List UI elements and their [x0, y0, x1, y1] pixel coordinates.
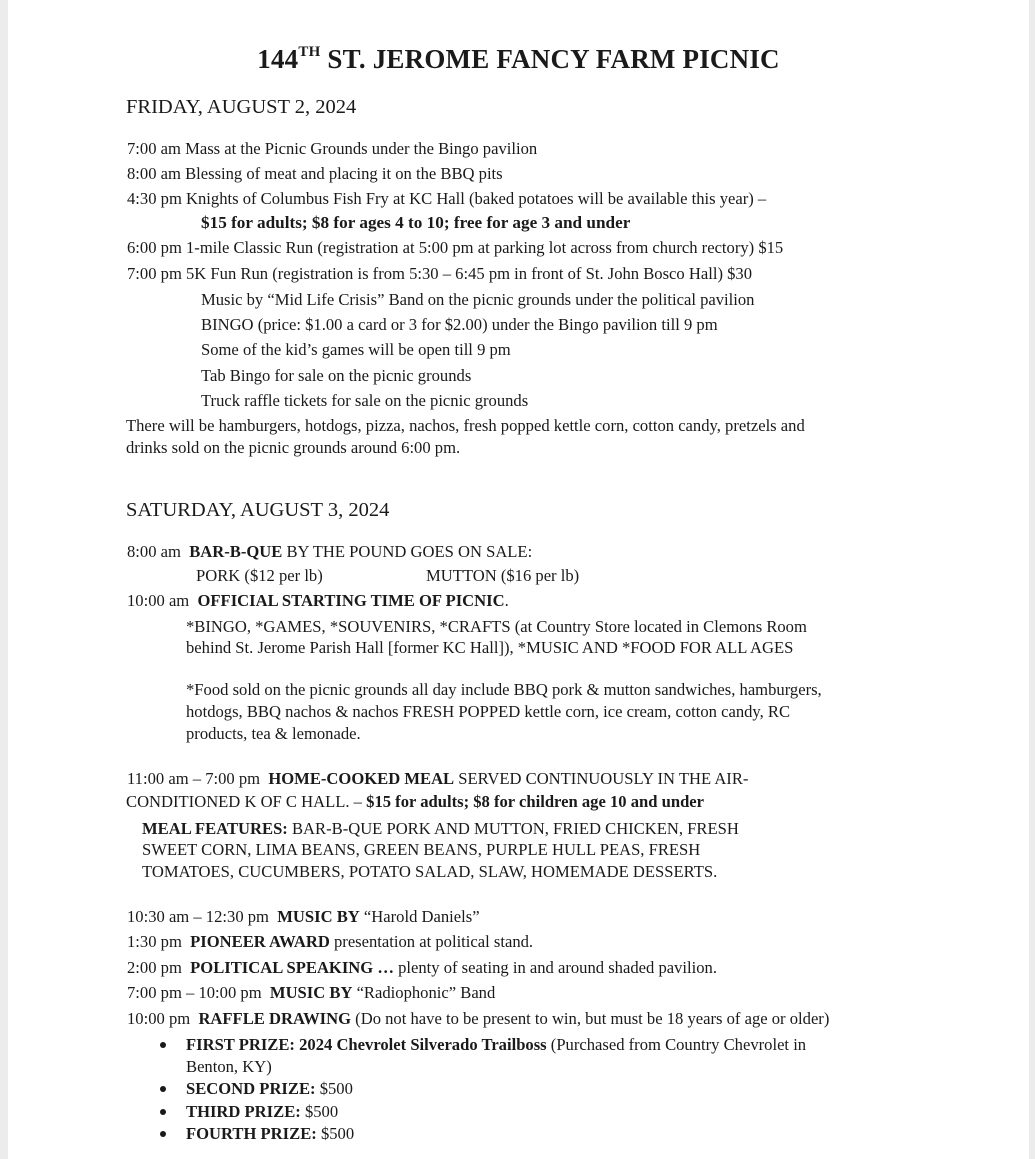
- start-label: OFFICIAL STARTING TIME OF PICNIC: [197, 591, 505, 610]
- activities-line-1: *BINGO, *GAMES, *SOUVENIRS, *CRAFTS (at Country Store located in Clemons Room: [186, 617, 807, 636]
- friday-line-fish-fry: 4:30 pm Knights of Columbus Fish Fry at KC Hall (baked potatoes will be available this year) –: [127, 189, 767, 208]
- food-line-1: *Food sold on the picnic grounds all day include BBQ pork & mutton sandwiches, hamburgers,: [186, 680, 822, 699]
- friday-line-mass: 7:00 am Mass at the Picnic Grounds under the Bingo pavilion: [127, 139, 538, 158]
- meal-features-line-1: [142, 819, 739, 839]
- friday-line-blessing: 8:00 am Blessing of meat and placing it on the BBQ pits: [127, 164, 503, 183]
- friday-line-5k-run: 7:00 pm 5K Fun Run (registration is from 5:30 – 6:45 pm in front of St. John Bosco Hall) $30: [127, 264, 753, 283]
- title-text: ST. JEROME FANCY FARM PICNIC: [320, 44, 780, 74]
- friday-heading: FRIDAY, AUGUST 2, 2024: [126, 96, 357, 118]
- schedule-raffle-drawing: [127, 1009, 829, 1029]
- schedule-label: PIONEER AWARD: [190, 932, 330, 951]
- meal-features-rest: BAR-B-QUE PORK AND MUTTON, FRIED CHICKEN, FRESH: [287, 819, 739, 838]
- schedule-detail: “Harold Daniels”: [359, 907, 480, 926]
- prize-detail: (Purchased from Country Chevrolet in: [546, 1035, 807, 1054]
- bullet-icon: [160, 1042, 166, 1048]
- meal-line-2: [126, 792, 704, 812]
- schedule-label: MUSIC BY: [269, 983, 353, 1002]
- schedule-detail: (Do not have to be present to win, but must be 18 years of age or older): [351, 1009, 830, 1028]
- meal-location: CONDITIONED K OF C HALL. –: [126, 792, 367, 811]
- prize-detail: $500: [316, 1124, 355, 1143]
- activities-line-2: behind St. Jerome Parish Hall [former KC Hall]), *MUSIC AND *FOOD FOR ALL AGES: [186, 638, 794, 657]
- bbq-pork-price: PORK ($12 per lb): [196, 566, 323, 585]
- saturday-line-bbq-sale: [127, 542, 532, 562]
- meal-features-label: MEAL FEATURES:: [142, 819, 288, 838]
- schedule-music-2: [127, 983, 495, 1003]
- schedule-label: MUSIC BY: [277, 907, 360, 926]
- schedule-music-1: [127, 907, 480, 927]
- saturday-line-start-time: [127, 591, 509, 611]
- bullet-icon: [160, 1131, 166, 1137]
- bullet-icon: [160, 1086, 166, 1092]
- friday-line-kids-games: Some of the kid’s games will be open till 9 pm: [201, 340, 511, 359]
- schedule-pioneer-award: [127, 932, 533, 952]
- prize-third: [186, 1102, 338, 1122]
- schedule-time: 1:30 pm: [127, 932, 182, 951]
- prize-label: FOURTH PRIZE:: [186, 1124, 317, 1143]
- start-time: 10:00 am: [127, 591, 190, 610]
- schedule-detail: plenty of seating in and around shaded pavilion.: [393, 958, 717, 977]
- schedule-time: 2:00 pm: [127, 958, 182, 977]
- start-rest: .: [504, 591, 509, 610]
- title-superscript: TH: [298, 44, 321, 60]
- meal-rest: SERVED CONTINUOUSLY IN THE AIR-: [454, 769, 749, 788]
- meal-time: 11:00 am – 7:00 pm: [127, 769, 261, 788]
- prize-label: THIRD PRIZE:: [186, 1102, 301, 1121]
- meal-features-line-2: SWEET CORN, LIMA BEANS, GREEN BEANS, PURPLE HULL PEAS, FRESH: [142, 840, 701, 859]
- friday-line-tab-bingo: Tab Bingo for sale on the picnic grounds: [201, 366, 472, 385]
- friday-line-fish-fry-prices: $15 for adults; $8 for ages 4 to 10; free for age 3 and under: [201, 213, 631, 232]
- prize-label: SECOND PRIZE:: [186, 1079, 316, 1098]
- friday-line-food-1: There will be hamburgers, hotdogs, pizza, nachos, fresh popped kettle corn, cotton candy, pretzels and: [126, 416, 805, 435]
- schedule-detail: “Radiophonic” Band: [352, 983, 496, 1002]
- friday-line-bingo: BINGO (price: $1.00 a card or 3 for $2.00) under the Bingo pavilion till 9 pm: [201, 315, 718, 334]
- prize-first: [186, 1035, 806, 1055]
- schedule-label: POLITICAL SPEAKING …: [190, 958, 394, 977]
- friday-line-music: Music by “Mid Life Crisis” Band on the picnic grounds under the political pavilion: [201, 290, 755, 309]
- schedule-detail: presentation at political stand.: [329, 932, 534, 951]
- schedule-time: 10:00 pm: [127, 1009, 191, 1028]
- prize-fourth: [186, 1124, 354, 1144]
- friday-line-classic-run: 6:00 pm 1-mile Classic Run (registration at 5:00 pm at parking lot across from church rectory) $15: [127, 238, 784, 257]
- prize-detail: $500: [315, 1079, 353, 1098]
- bbq-time: 8:00 am: [127, 542, 181, 561]
- document-page: [8, 0, 1029, 1159]
- meal-label: HOME-COOKED MEAL: [268, 769, 455, 788]
- friday-line-food-2: drinks sold on the picnic grounds around 6:00 pm.: [126, 438, 461, 457]
- prize-detail: $500: [300, 1102, 339, 1121]
- meal-features-line-3: TOMATOES, CUCUMBERS, POTATO SALAD, SLAW, HOMEMADE DESSERTS.: [142, 862, 718, 881]
- food-line-3: products, tea & lemonade.: [186, 724, 361, 743]
- prize-first-line-2: Benton, KY): [186, 1057, 272, 1076]
- schedule-label: RAFFLE DRAWING: [198, 1009, 352, 1028]
- schedule-political-speaking: [127, 958, 717, 978]
- prize-label: FIRST PRIZE: 2024 Chevrolet Silverado Trailboss: [186, 1035, 547, 1054]
- food-line-2: hotdogs, BBQ nachos & nachos FRESH POPPED kettle corn, ice cream, cotton candy, RC: [186, 702, 791, 721]
- bbq-label: BAR-B-QUE: [189, 542, 283, 561]
- bbq-mutton-price: MUTTON ($16 per lb): [426, 566, 580, 585]
- bbq-rest: BY THE POUND GOES ON SALE:: [282, 542, 533, 561]
- page-title: [8, 37, 1029, 76]
- friday-line-truck-raffle: Truck raffle tickets for sale on the picnic grounds: [201, 391, 529, 410]
- schedule-time: 10:30 am – 12:30 pm: [127, 907, 269, 926]
- meal-line-1: [127, 769, 748, 789]
- title-number: 144: [257, 44, 299, 74]
- bullet-icon: [160, 1109, 166, 1115]
- meal-prices: $15 for adults; $8 for children age 10 and under: [366, 792, 705, 811]
- prize-second: [186, 1079, 353, 1099]
- saturday-heading: SATURDAY, AUGUST 3, 2024: [126, 499, 390, 521]
- schedule-time: 7:00 pm – 10:00 pm: [127, 983, 262, 1002]
